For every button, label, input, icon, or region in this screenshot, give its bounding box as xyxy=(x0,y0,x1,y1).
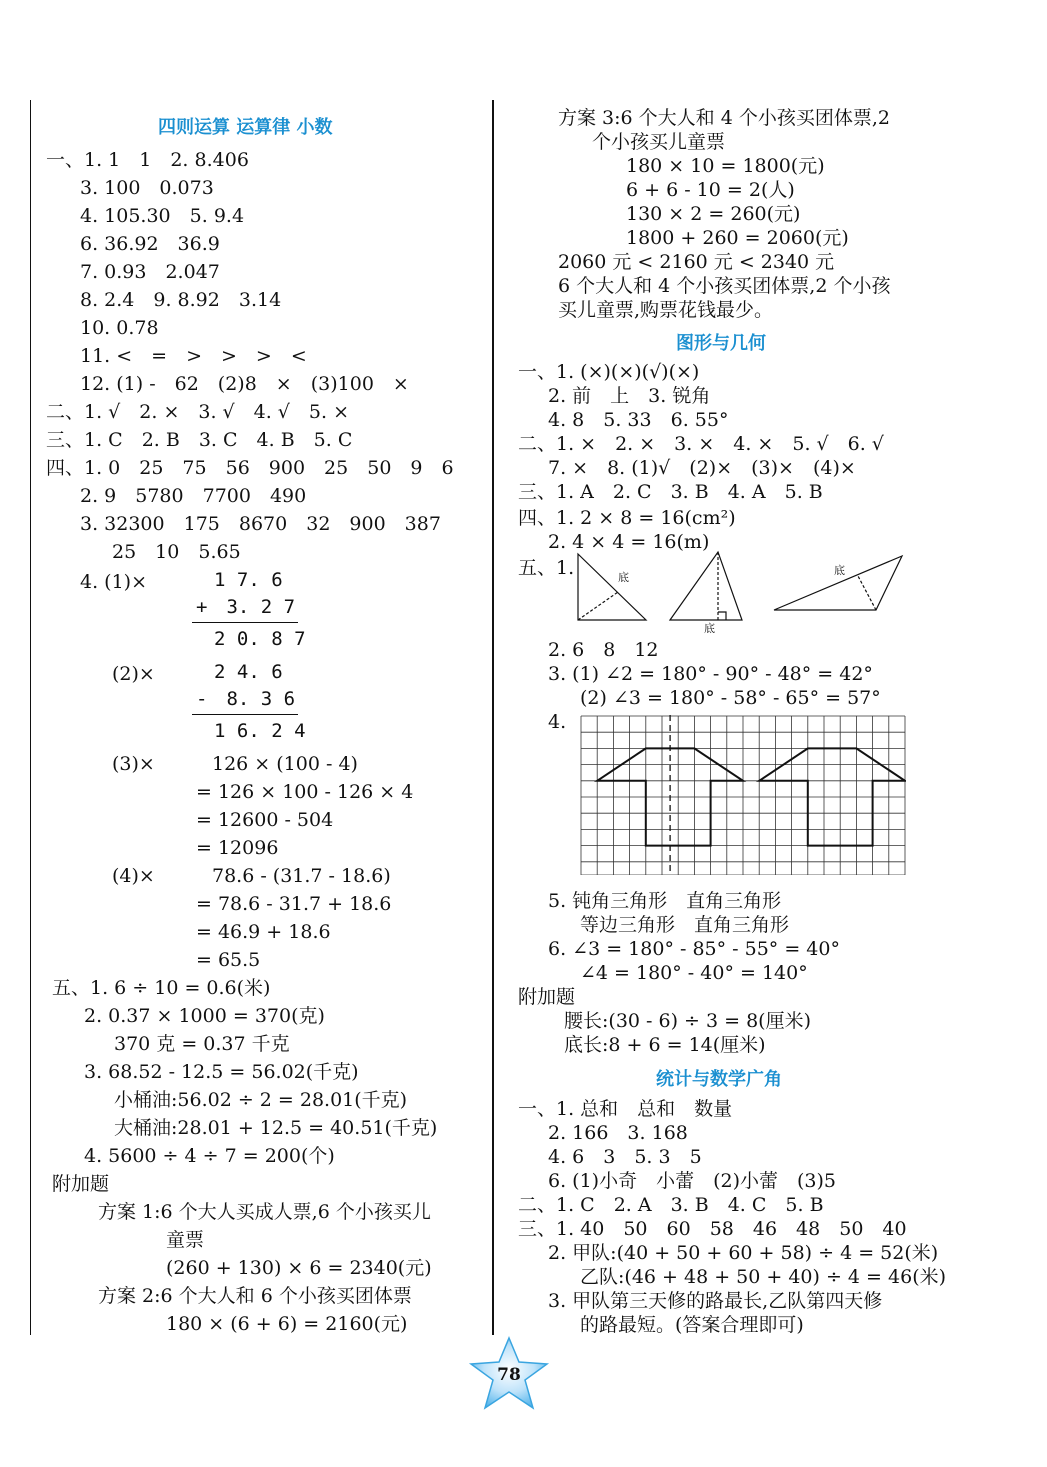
q4-p3-step-4: = 12096 xyxy=(196,837,279,859)
left-line-10: 二、1. √ 2. × 3. √ 4. √ 5. × xyxy=(46,401,349,423)
extra-line-3: (260 + 130) × 6 = 2340(元) xyxy=(166,1257,432,1279)
q4-p1-result: 2 0. 8 7 xyxy=(214,628,306,650)
left-line-5: 7. 0.93 2.047 xyxy=(80,261,220,283)
geo3-line-7: 底长:8 + 6 = 14(厘米) xyxy=(564,1034,766,1056)
left-line-8: 11. < = > > > < xyxy=(80,345,307,367)
plan3-line-2: 个小孩买儿童票 xyxy=(592,131,726,153)
stat-line-6: 三、1. 40 50 60 58 46 48 50 40 xyxy=(518,1218,907,1240)
plan3-line-8: 6 个大人和 4 个小孩买团体票,2 个小孩 xyxy=(558,275,891,297)
left-line-12: 四、1. 0 25 75 56 900 25 50 9 6 xyxy=(46,457,454,479)
triangle-1-base-label: 底 xyxy=(618,571,629,584)
geo-line-8: 2. 4 × 4 = 16(m) xyxy=(548,531,710,553)
plan3-line-7: 2060 元 < 2160 元 < 2340 元 xyxy=(558,251,835,273)
left-line-7: 10. 0.78 xyxy=(80,317,159,339)
section-heading-statistics: 统计与数学广角 xyxy=(656,1069,782,1090)
q4-p2-minuend: 2 4. 6 xyxy=(214,661,283,683)
plan3-line-4: 6 + 6 - 10 = 2(人) xyxy=(626,179,795,201)
translation-grid-figure xyxy=(580,715,906,875)
plan3-line-1: 方案 3:6 个大人和 4 个小孩买团体票,2 xyxy=(558,107,890,129)
q4-p4-step-2: = 78.6 - 31.7 + 18.6 xyxy=(196,893,392,915)
extra-line-5: 180 × (6 + 6) = 2160(元) xyxy=(166,1313,408,1335)
stat-line-3: 4. 6 3 5. 3 5 xyxy=(548,1146,702,1168)
triangle-heights-figure xyxy=(570,548,910,638)
geo-line-1: 一、1. (×)(×)(√)(×) xyxy=(518,361,700,383)
q4-p3-step-3: = 12600 - 504 xyxy=(196,809,334,831)
left-line-13: 2. 9 5780 7700 490 xyxy=(80,485,307,507)
stat-line-7: 2. 甲队:(40 + 50 + 60 + 58) ÷ 4 = 52(米) xyxy=(548,1242,939,1264)
plan3-line-3: 180 × 10 = 1800(元) xyxy=(626,155,825,177)
geo-line-7: 四、1. 2 × 8 = 16(cm²) xyxy=(518,507,736,529)
stat-line-2: 2. 166 3. 168 xyxy=(548,1122,688,1144)
q4-p4-step-1: 78.6 - (31.7 - 18.6) xyxy=(212,865,391,887)
geo2-line-4: 4. xyxy=(548,711,567,733)
plan3-line-9: 买儿童票,购票花钱最少。 xyxy=(558,299,774,321)
q4-p1-addend-b: + 3. 2 7 xyxy=(196,596,296,618)
left-line-15: 25 10 5.65 xyxy=(112,541,241,563)
triangle-3-base-label: 底 xyxy=(834,564,845,577)
geo3-line-5: 附加题 xyxy=(518,986,576,1008)
stat-line-4: 6. (1)小奇 小蕾 (2)小蕾 (3)5 xyxy=(548,1170,836,1192)
five-line-4: 3. 68.52 - 12.5 = 56.02(千克) xyxy=(84,1061,359,1083)
left-line-2: 3. 100 0.073 xyxy=(80,177,214,199)
section-heading-arithmetic: 四则运算 运算律 小数 xyxy=(158,117,333,138)
geo-line-9: 五、1. xyxy=(518,557,575,579)
left-line-9: 12. (1) - 62 (2)8 × (3)100 × xyxy=(80,373,409,395)
q4-p2-result: 1 6. 2 4 xyxy=(214,720,306,742)
left-line-11: 三、1. C 2. B 3. C 4. B 5. C xyxy=(46,429,353,451)
q4-p3-step-1: 126 × (100 - 4) xyxy=(212,753,358,775)
q4-p2-subtrahend: - 8. 3 6 xyxy=(196,688,296,710)
geo3-line-1: 5. 钝角三角形 直角三角形 xyxy=(548,890,782,912)
five-line-2: 2. 0.37 × 1000 = 370(克) xyxy=(84,1005,325,1027)
five-line-3: 370 克 = 0.37 千克 xyxy=(114,1033,290,1055)
geo3-line-2: 等边三角形 直角三角形 xyxy=(580,914,790,936)
q4-p4-step-4: = 65.5 xyxy=(196,949,261,971)
triangle-2-base-label: 底 xyxy=(704,622,715,635)
left-line-4: 6. 36.92 36.9 xyxy=(80,233,220,255)
extra-line-1: 方案 1:6 个大人买成人票,6 个小孩买儿 xyxy=(98,1201,431,1223)
geo-line-6: 三、1. A 2. C 3. B 4. A 5. B xyxy=(518,481,823,503)
stat-line-5: 二、1. C 2. A 3. B 4. C 5. B xyxy=(518,1194,824,1216)
five-line-7: 4. 5600 ÷ 4 ÷ 7 = 200(个) xyxy=(84,1145,335,1167)
geo2-line-1: 2. 6 8 12 xyxy=(548,639,659,661)
geo2-line-2: 3. (1) ∠2 = 180° - 90° - 48° = 42° xyxy=(548,663,873,685)
page-number: 78 xyxy=(497,1365,521,1385)
extra-line-2: 童票 xyxy=(166,1229,205,1251)
left-line-14: 3. 32300 175 8670 32 900 387 xyxy=(80,513,441,535)
five-line-1: 五、1. 6 ÷ 10 = 0.6(米) xyxy=(52,977,271,999)
geo-line-4: 二、1. × 2. × 3. × 4. × 5. √ 6. √ xyxy=(518,433,884,455)
left-extra-title: 附加题 xyxy=(52,1173,110,1195)
plan3-line-6: 1800 + 260 = 2060(元) xyxy=(626,227,849,249)
q4-p4-label: (4)× xyxy=(112,865,155,887)
q4-p2-label: (2)× xyxy=(112,663,155,685)
geo2-line-3: (2) ∠3 = 180° - 58° - 65° = 57° xyxy=(580,687,881,709)
stat-line-9: 3. 甲队第三天修的路最长,乙队第四天修 xyxy=(548,1290,883,1312)
stat-line-1: 一、1. 总和 总和 数量 xyxy=(518,1098,733,1120)
extra-line-4: 方案 2:6 个大人和 6 个小孩买团体票 xyxy=(98,1285,412,1307)
five-line-5: 小桶油:56.02 ÷ 2 = 28.01(千克) xyxy=(114,1089,408,1111)
geo3-line-4: ∠4 = 180° - 40° = 140° xyxy=(580,962,808,984)
geo-line-5: 7. × 8. (1)√ (2)× (3)× (4)× xyxy=(548,457,856,479)
geo-line-3: 4. 8 5. 33 6. 55° xyxy=(548,409,729,431)
q4-p1-addend-a: 1 7. 6 xyxy=(214,569,283,591)
triangle-acute xyxy=(670,552,742,620)
geo-line-2: 2. 前 上 3. 锐角 xyxy=(548,385,711,407)
left-line-3: 4. 105.30 5. 9.4 xyxy=(80,205,245,227)
geo3-line-3: 6. ∠3 = 180° - 85° - 55° = 40° xyxy=(548,938,840,960)
q4-p3-label: (3)× xyxy=(112,753,155,775)
q4-p3-step-2: = 126 × 100 - 126 × 4 xyxy=(196,781,414,803)
page-number-star xyxy=(467,1334,557,1414)
q4-p4-step-3: = 46.9 + 18.6 xyxy=(196,921,331,943)
triangle-right xyxy=(578,554,646,620)
section-heading-geometry: 图形与几何 xyxy=(676,333,766,354)
five-line-6: 大桶油:28.01 + 12.5 = 40.51(千克) xyxy=(114,1117,438,1139)
geo3-line-6: 腰长:(30 - 6) ÷ 3 = 8(厘米) xyxy=(564,1010,811,1032)
plan3-line-5: 130 × 2 = 260(元) xyxy=(626,203,801,225)
stat-line-10: 的路最短。(答案合理即可) xyxy=(580,1314,804,1336)
left-line-6: 8. 2.4 9. 8.92 3.14 xyxy=(80,289,282,311)
stat-line-8: 乙队:(46 + 48 + 50 + 40) ÷ 4 = 46(米) xyxy=(580,1266,947,1288)
left-line-1: 一、1. 1 1 2. 8.406 xyxy=(46,149,249,171)
q4-p1-label: 4. (1)× xyxy=(80,571,148,593)
